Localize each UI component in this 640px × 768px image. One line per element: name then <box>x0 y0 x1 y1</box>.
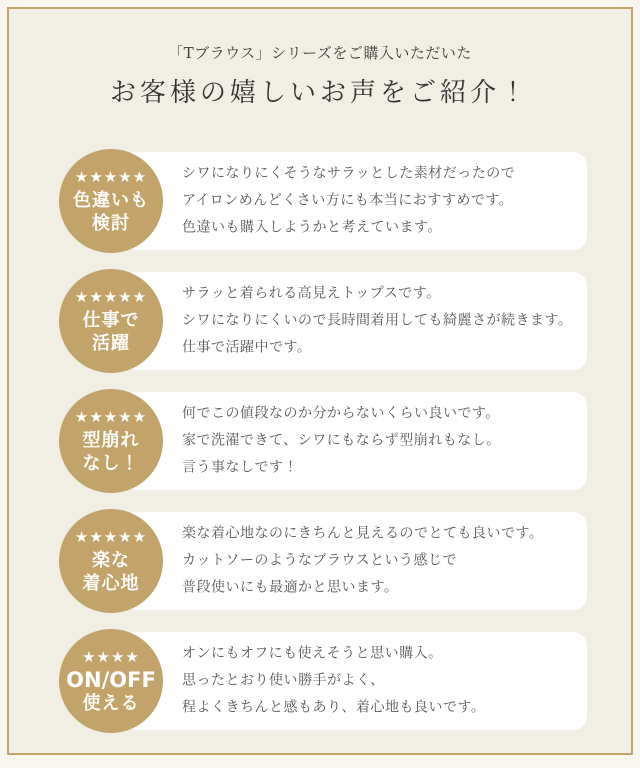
review-line: オンにもオフにも使えそうと思い購入。 <box>182 645 443 662</box>
review-line: シワになりにくそうなサラッとした素材だったので <box>182 165 516 182</box>
review-line: 普段使いにも最適かと思います。 <box>182 579 399 596</box>
badge-headline-line1: 型崩れ <box>82 429 140 451</box>
badge-headline-line2: 検討 <box>92 212 130 234</box>
badge-headline-line1: 楽な <box>92 549 130 571</box>
review-row-1 <box>59 149 587 253</box>
review-text <box>182 161 515 242</box>
review-text <box>182 641 485 722</box>
review-line: 程よくきちんと感もあり、着心地も良いです。 <box>182 699 486 716</box>
review-line: アイロンめんどくさい方にも本当におすすめです。 <box>182 192 514 209</box>
review-row-5 <box>59 629 587 733</box>
rating-badge <box>59 629 163 733</box>
rating-badge <box>59 269 163 373</box>
review-row-2 <box>59 269 587 373</box>
content-frame <box>7 7 633 755</box>
star-rating-icon: ★★★★★ <box>74 287 148 306</box>
badge-headline-line2: 着心地 <box>82 572 140 594</box>
star-rating-icon: ★★★★★ <box>74 527 148 546</box>
review-line: 何でこの値段なのか分からないくらい良いです。 <box>182 405 500 422</box>
review-text <box>182 401 501 482</box>
review-line: シワになりにくいので長時間着用しても綺麗さが続きます。 <box>182 312 573 329</box>
badge-headline-line2: 使える <box>82 692 140 714</box>
rating-badge <box>59 389 163 493</box>
review-line: 家で洗濯できて、シワにもならず型崩れもなし。 <box>182 432 501 449</box>
review-text <box>182 281 572 362</box>
star-rating-icon: ★★★★ <box>82 647 140 666</box>
review-line: サラッと着られる高見えトップスです。 <box>182 285 441 302</box>
star-rating-icon: ★★★★★ <box>74 407 148 426</box>
review-line: 仕事で活躍中です。 <box>182 339 312 356</box>
badge-headline-line2: なし！ <box>82 452 140 474</box>
section-subtitle: 「Tブラウス」シリーズをご購入いただいた <box>168 44 472 62</box>
review-line: 楽な着心地なのにきちんと見えるのでとても良いです。 <box>182 525 544 542</box>
review-line: 色違いも購入しようかと考えています。 <box>182 219 442 236</box>
section-header <box>9 9 631 109</box>
review-line: 言う事なしです！ <box>182 459 298 476</box>
rating-badge <box>59 149 163 253</box>
review-line: 思ったとおり使い勝手がよく、 <box>182 672 385 689</box>
review-line: カットソーのようなブラウスという感じで <box>182 552 457 569</box>
badge-headline-line1: ON/OFF <box>66 667 156 692</box>
section-title: お客様の嬉しいお声をご紹介！ <box>109 78 530 108</box>
review-text <box>182 521 543 602</box>
rating-badge <box>59 509 163 613</box>
review-list <box>9 149 631 733</box>
badge-headline-line1: 仕事で <box>82 309 140 331</box>
review-row-3 <box>59 389 587 493</box>
badge-headline-line2: 活躍 <box>92 332 130 354</box>
review-row-4 <box>59 509 587 613</box>
badge-headline-line1: 色違いも <box>73 189 149 211</box>
star-rating-icon: ★★★★★ <box>74 167 148 186</box>
